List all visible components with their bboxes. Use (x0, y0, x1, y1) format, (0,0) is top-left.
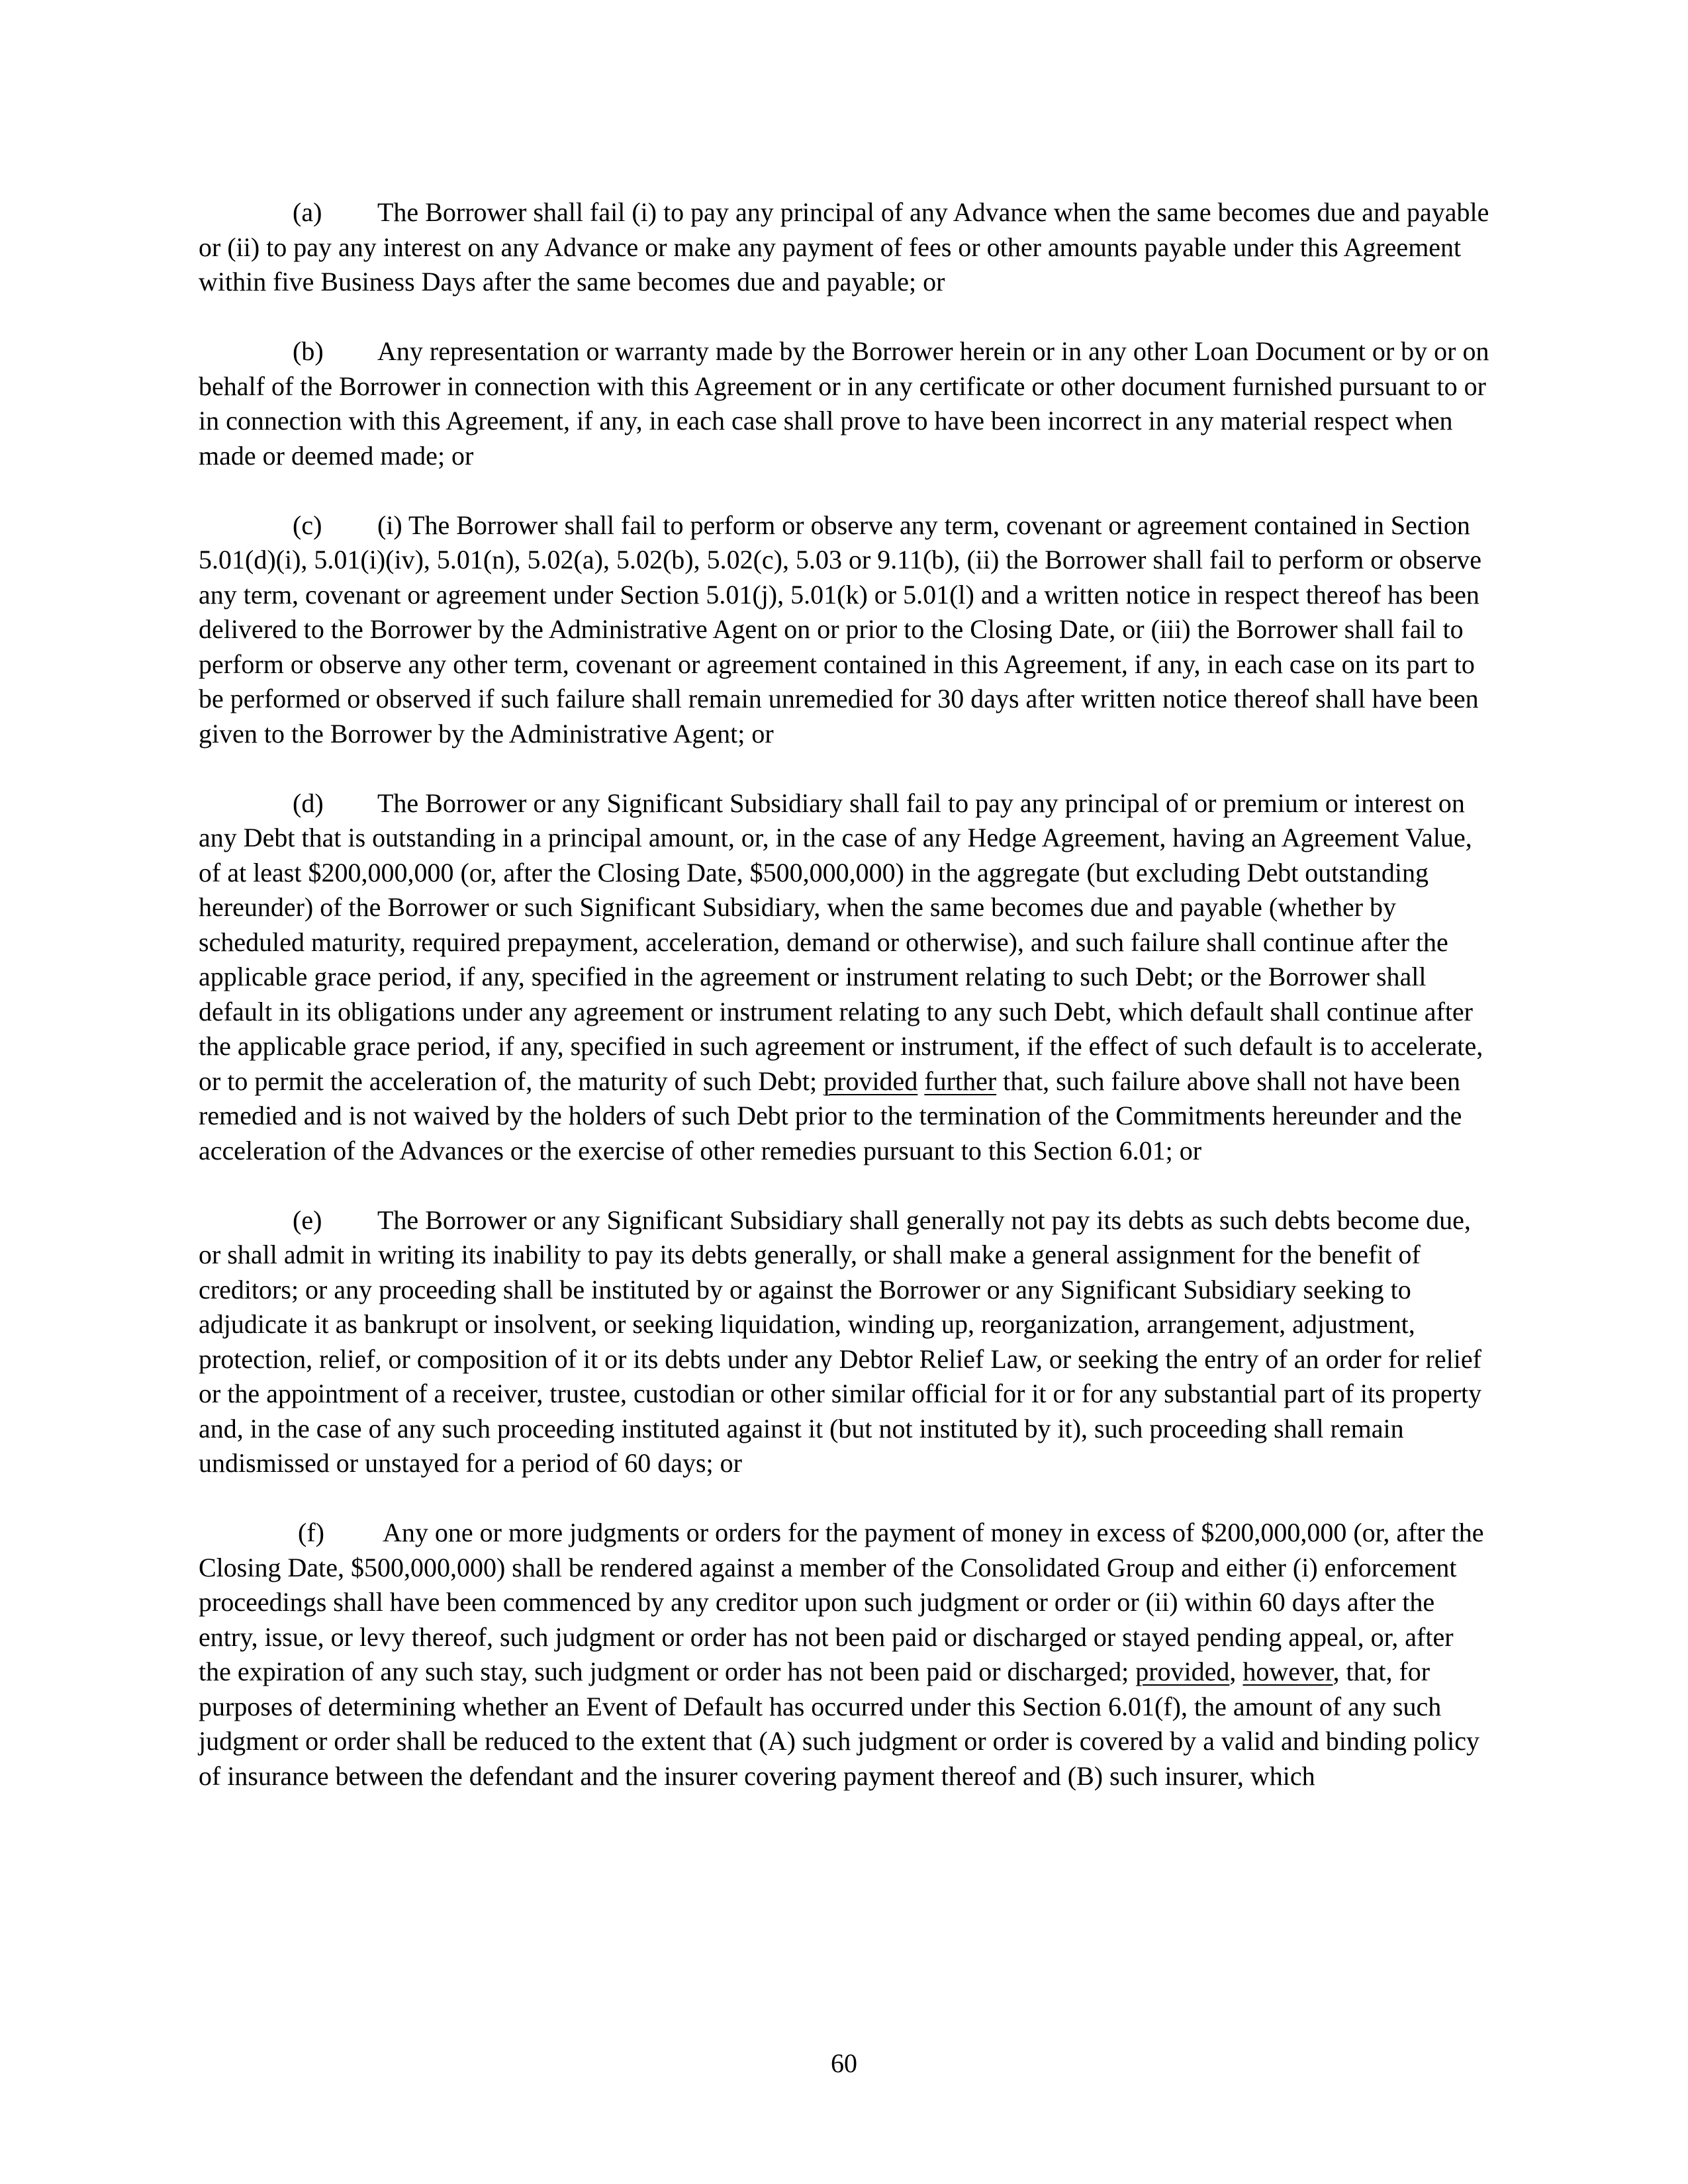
paragraph-label: (b) (293, 336, 324, 366)
paragraph-text-continued: that, such failure above shall not have been remedied and is not waived by the holders of such Debt prior to the termination of the Commitments hereunder and the acceleration of the Advances or the exercise of other remedies pursuant to this Section 6.01; or (199, 1066, 1462, 1165)
document-body (199, 195, 1489, 1829)
paragraph-d (199, 786, 1489, 1169)
paragraph-text: The Borrower or any Significant Subsidiary shall fail to pay any principal of or premium or interest on any Debt that is outstanding in a principal amount, or, in the case of any Hedge Agreement, having an Agreement Value, of at least $200,000,000 (or, after the Closing Date, $500,000,000) in the aggregate (but excluding Debt outstanding hereunder) of the Borrower or such Significant Subsidiary, when the same becomes due and payable (whether by scheduled maturity, required prepayment, acceleration, demand or otherwise), and such failure shall continue after the applicable grace period, if any, specified in the agreement or instrument relating to such Debt; or the Borrower shall default in its obligations under any agreement or instrument relating to any such Debt, which default shall continue after the applicable grace period, if any, specified in such agreement or instrument, if the effect of such default is to accelerate, or to permit the acceleration of, the maturity of such Debt; (199, 788, 1483, 1096)
punctuation-comma: , (1229, 1657, 1237, 1686)
paragraph-c (199, 508, 1489, 752)
underlined-term-however: however (1243, 1657, 1333, 1686)
paragraph-label: (a) (293, 197, 322, 227)
paragraph-label: (f) (298, 1518, 324, 1547)
paragraph-text: Any representation or warranty made by the Borrower herein or in any other Loan Document or by or on behalf of the Borrower in connection with this Agreement or in any certificate or other document furnished pursuant to or in connection with this Agreement, if any, in each case shall prove to have been incorrect in any material respect when made or deemed made; or (199, 336, 1489, 471)
paragraph-e (199, 1203, 1489, 1481)
paragraph-b (199, 334, 1489, 473)
paragraph-text: (i) The Borrower shall fail to perform or observe any term, covenant or agreement contained in Section 5.01(d)(i), 5.01(i)(iv), 5.01(n), 5.02(a), 5.02(b), 5.02(c), 5.03 or 9.11(b), (ii) the Borrower shall fail to perform or observe any term, covenant or agreement under Section 5.01(j), 5.01(k) or 5.01(l) and a written notice in respect thereof has been delivered to the Borrower by the Administrative Agent on or prior to the Closing Date, or (iii) the Borrower shall fail to perform or observe any other term, covenant or agreement contained in this Agreement, if any, in each case on its part to be performed or observed if such failure shall remain unremedied for 30 days after written notice thereof shall have been given to the Borrower by the Administrative Agent; or (199, 510, 1481, 749)
underlined-term-further: further (924, 1066, 997, 1096)
paragraph-f (199, 1516, 1489, 1794)
paragraph-text: The Borrower shall fail (i) to pay any principal of any Advance when the same becomes due and payable or (ii) to pay any interest on any Advance or make any payment of fees or other amounts payable under this Agreement within five Business Days after the same becomes due and payable; or (199, 197, 1489, 296)
underlined-term-provided: provided (1135, 1657, 1230, 1686)
paragraph-a (199, 195, 1489, 300)
page-number: 60 (831, 2048, 857, 2078)
paragraph-text: The Borrower or any Significant Subsidiary shall generally not pay its debts as such debts become due, or shall admit in writing its inability to pay its debts generally, or shall make a general assignment for the benefit of creditors; or any proceeding shall be instituted by or against the Borrower or any Significant Subsidiary seeking to adjudicate it as bankrupt or insolvent, or seeking liquidation, winding up, reorganization, arrangement, adjustment, protection, relief, or composition of it or its debts under any Debtor Relief Law, or seeking the entry of an order for relief or the appointment of a receiver, trustee, custodian or other similar official for it or for any substantial part of its property and, in the case of any such proceeding instituted against it (but not instituted by it), such proceeding shall remain undismissed or unstayed for a period of 60 days; or (199, 1205, 1482, 1478)
paragraph-label: (d) (293, 788, 324, 818)
paragraph-text: Any one or more judgments or orders for the payment of money in excess of $200,000,000 (or, after the Closing Date, $500,000,000) shall be rendered against a member of the Consolidated Group and either (i) enforcement proceedings shall have been commenced by any creditor upon such judgment or order or (ii) within 60 days after the entry, issue, or levy thereof, such judgment or order has not been paid or discharged or stayed pending appeal, or, after the expiration of any such stay, such judgment or order has not been paid or discharged; (199, 1518, 1484, 1686)
underlined-term-provided: provided (823, 1066, 918, 1096)
paragraph-label: (e) (293, 1205, 322, 1235)
paragraph-label: (c) (293, 510, 322, 540)
paragraph-text-continued: , that, for purposes of determining whether an Event of Default has occurred under this Section 6.01(f), the amount of any such judgment or order shall be reduced to the extent that (A) such judgment or order is covered by a valid and binding policy of insurance between the defendant and the insurer covering payment thereof and (B) such insurer, which (199, 1657, 1479, 1791)
